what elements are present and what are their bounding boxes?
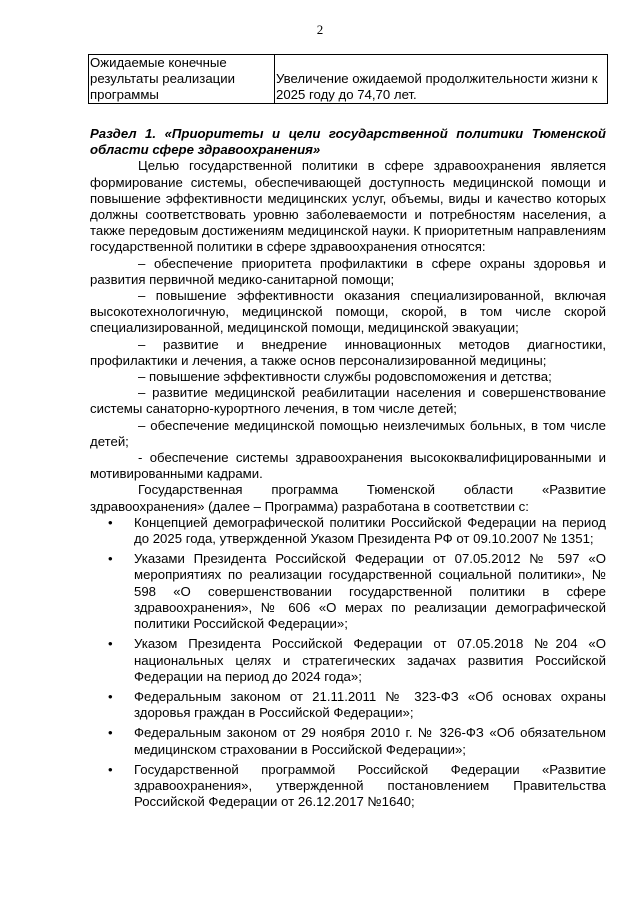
list-item bbox=[90, 689, 606, 721]
bullet-icon: • bbox=[108, 725, 113, 741]
bullet-icon: • bbox=[108, 688, 113, 704]
priority-item: – обеспечение приоритета профилактики в сфере охраны здоровья и развития первичной медико-санитарной помощи; bbox=[90, 255, 606, 287]
list-item-text: Концепцией демографической политики Российской Федерации на период до 2025 года, утвержденной Указом Президента РФ от 09.10.2007 № 1351; bbox=[134, 514, 606, 547]
list-item-text: Федеральным законом от 29 ноября 2010 г. № 326-ФЗ «Об обязательном медицинском страховании в Российской Федерации»; bbox=[134, 725, 606, 757]
list-item-text: Государственной программой Российской Федерации «Развитие здравоохранения», утвержденной постановлением Правительства Российской Федерации от 26.12.2017 №1640; bbox=[134, 761, 606, 810]
list-item bbox=[90, 725, 606, 757]
list-item bbox=[90, 515, 606, 547]
legal-basis-list bbox=[90, 515, 606, 810]
table-row bbox=[89, 55, 608, 104]
list-item bbox=[90, 551, 606, 632]
list-item bbox=[90, 636, 606, 685]
priority-item: – обеспечение медицинской помощью неизлечимых больных, в том числе детей; bbox=[90, 417, 606, 449]
summary-value: Увеличение ожидаемой продолжительности жизни к 2025 году до 74,70 лет. bbox=[275, 55, 608, 104]
program-paragraph: Государственная программа Тюменской области «Развитие здравоохранения» (далее – Программа) разработана в соответствии с: bbox=[90, 482, 606, 514]
document-body bbox=[90, 126, 606, 814]
summary-table bbox=[88, 54, 608, 104]
priority-item: – повышение эффективности службы родовспоможения и детства; bbox=[138, 369, 552, 385]
priority-item: – развитие медицинской реабилитации населения и совершенствование системы санаторно-курортного лечения, в том числе детей; bbox=[90, 385, 606, 417]
bullet-icon: • bbox=[108, 761, 113, 777]
bullet-icon: • bbox=[108, 551, 113, 567]
page-number: 2 bbox=[316, 22, 324, 37]
list-item-text: Указом Президента Российской Федерации от 07.05.2018 №204 «О национальных целях и стратегических задачах развития Российской Федерации на период до 2024 года»; bbox=[134, 636, 606, 684]
section-heading: Раздел 1. «Приоритеты и цели государственной политики Тюменской области сфере здравоохранения» bbox=[90, 126, 606, 158]
list-item-text: Указами Президента Российской Федерации от 07.05.2012 № 597 «О мероприятиях по реализации государственной социальной политики», № 598 «О совершенствовании государственной политики в сфере здравоохранения», № 606 «О мерах по реализации демографической политики Российской Федерации»; bbox=[134, 551, 606, 632]
bullet-icon: • bbox=[108, 514, 113, 530]
priority-item: – повышение эффективности оказания специализированной, включая высокотехнологичную, медицинской помощи, скорой, в том числе скорой специализированной, медицинской помощи, медицинской эвакуации; bbox=[90, 288, 606, 336]
bullet-icon: • bbox=[108, 636, 113, 652]
intro-paragraph: Целью государственной политики в сфере здравоохранения является формирование системы, обеспечивающей доступность медицинской помощи и повышение эффективности медицинских услуг, объемы, виды и качество которых должны соответствовать уровню заболеваемости и потребностям населения, а также передовым достижениям медицинской науки. К приоритетным направлениям государственной политики в сфере здравоохранения относятся: bbox=[90, 158, 606, 255]
priority-item: – развитие и внедрение инновационных методов диагностики, профилактики и лечения, а также основ персонализированной медицины; bbox=[90, 336, 606, 368]
list-item bbox=[90, 762, 606, 811]
priority-item: - обеспечение системы здравоохранения высококвалифицированными и мотивированными кадрами. bbox=[90, 450, 606, 482]
summary-label: Ожидаемые конечные результаты реализации программы bbox=[89, 55, 275, 104]
list-item-text: Федеральным законом от 21.11.2011 № 323-ФЗ «Об основах охраны здоровья граждан в Российской Федерации»; bbox=[134, 688, 606, 721]
